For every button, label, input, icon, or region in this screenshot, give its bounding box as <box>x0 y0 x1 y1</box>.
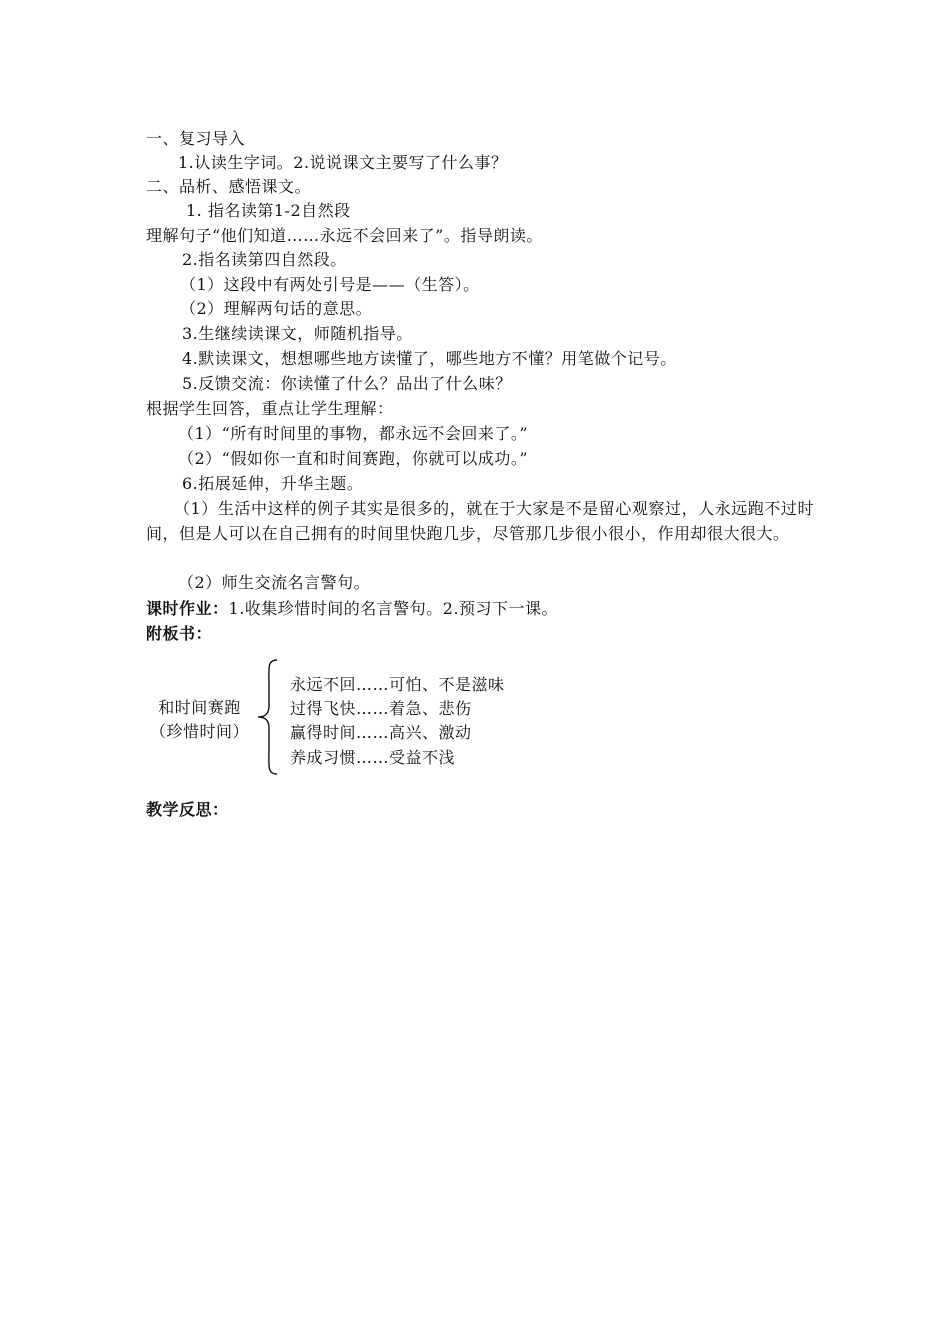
board-subtitle: （珍惜时间） <box>150 722 250 741</box>
step-2: 2.指名读第四自然段。 <box>182 250 347 269</box>
homework-line <box>146 597 558 621</box>
step-3: 3.生继续读课文，师随机指导。 <box>182 324 413 343</box>
step-6-sub-1: （1）生活中这样的例子其实是很多的，就在于大家是不是留心观察过，人永远跑不过时间，但是人可以在自己拥有的时间里快跑几步，尽管那几步很小很小，作用却很大很大。 <box>146 499 814 543</box>
board-item-3: 赢得时间……高兴、激动 <box>290 723 472 742</box>
board-item-1: 永远不回……可怕、不是滋味 <box>290 675 505 694</box>
step-5-note: 根据学生回答，重点让学生理解： <box>146 399 394 418</box>
step-2-sub-1: （1）这段中有两处引号是——（生答）。 <box>180 275 480 294</box>
step-6: 6.拓展延伸，升华主题。 <box>182 474 364 493</box>
board-item-4: 养成习惯……受益不浅 <box>290 748 456 767</box>
board-label: 附板书： <box>146 624 213 643</box>
step-5-sub-1: （1）“所有时间里的事物，都永远不会回来了。” <box>178 424 529 443</box>
board-title: 和时间赛跑 <box>158 698 241 717</box>
step-6-sub-2: （2）师生交流名言警句。 <box>178 573 371 592</box>
board-root <box>150 696 249 744</box>
reflection-label: 教学反思： <box>146 800 229 819</box>
step-4: 4.默读课文，想想哪些地方读懂了，哪些地方不懂？用笔做个记号。 <box>182 349 677 368</box>
step-5: 5.反馈交流：你读懂了什么？品出了什么味？ <box>182 374 512 393</box>
review-item: 1.认读生字词。2.说说课文主要写了什么事？ <box>178 153 508 172</box>
homework-label: 课时作业： <box>146 599 229 618</box>
curly-brace-icon <box>255 658 281 776</box>
board-item-2: 过得飞快……着急、悲伤 <box>290 699 472 718</box>
analysis-heading: 二、品析、感悟课文。 <box>146 177 312 196</box>
review-heading: 一、复习导入 <box>146 129 246 148</box>
step-1-note: 理解句子“他们知道……永远不会回来了”。指导朗读。 <box>146 226 543 245</box>
step-1: 1. 指名读第1-2自然段 <box>186 201 351 220</box>
step-5-sub-2: （2）“假如你一直和时间赛跑，你就可以成功。” <box>178 449 529 468</box>
step-2-sub-2: （2）理解两句话的意思。 <box>180 299 373 318</box>
homework-text: 1.收集珍惜时间的名言警句。2.预习下一课。 <box>228 599 559 618</box>
